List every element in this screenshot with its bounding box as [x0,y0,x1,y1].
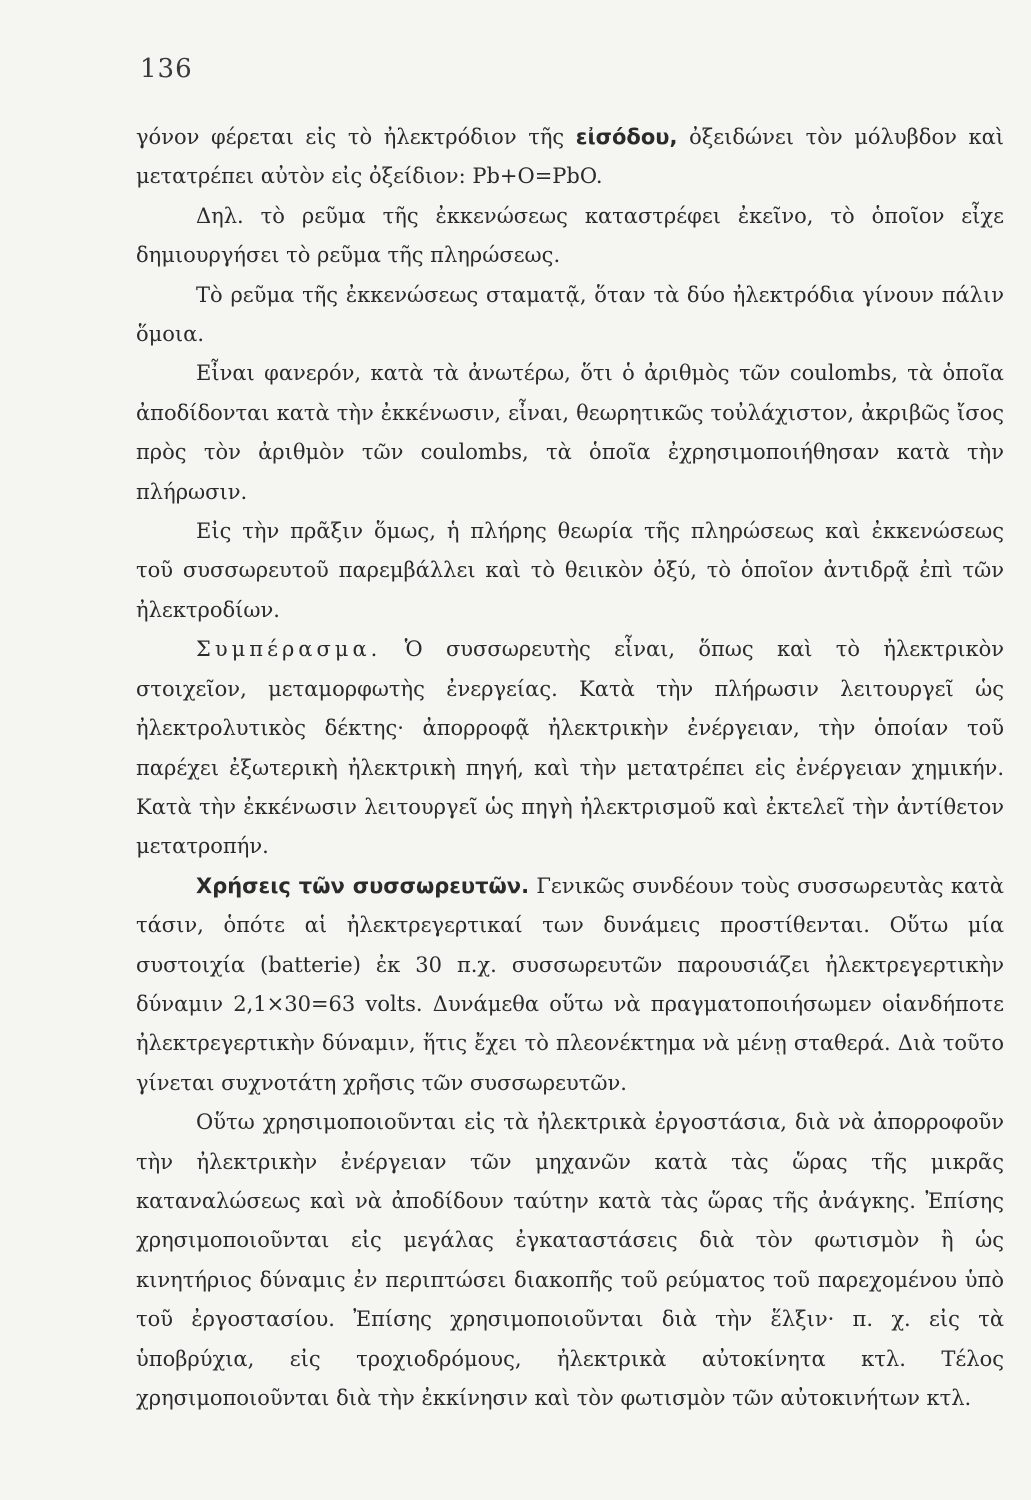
paragraph-3: Τὸ ρεῦμα τῆς ἐκκενώσεως σταματᾷ, ὅταν τὰ δύο ἠλεκτρόδια γίνουν πάλιν ὅμοια. [136,282,1004,347]
paragraph-1 [136,118,1004,197]
term-eisodou: εἰσόδου, [575,125,678,149]
conclusion-text: Ὁ συσσωρευτὴς εἶναι, ὅπως καὶ τὸ ἠλεκτρικὸν στοιχεῖον, μεταμορφωτὴς ἐνεργείας. Κατὰ τὴν πλήρωσιν λειτουργεῖ ὡς ἠλεκτρολυτικὸς δέκτης· ἀπορροφᾷ ἠλεκτρικὴν ἐνέργειαν, τὴν ὁποίαν τοῦ παρέχει ἐξωτερικὴ ἠλεκτρικὴ πηγή, καὶ τὴν μετατρέπει εἰς ἐνέργειαν χημικήν. Κατὰ τὴν ἐκκένωσιν λειτουργεῖ ὡς πηγὴ ἠλεκτρισμοῦ καὶ ἐκτελεῖ τὴν ἀντίθετον μετατροπήν. [136,637,1004,859]
conclusion-heading: Συμπέρασμα. [196,637,382,662]
paragraph-5: Εἰς τὴν πρᾶξιν ὅμως, ἡ πλήρης θεωρία τῆς πληρώσεως καὶ ἐκκενώσεως τοῦ συσσωρευτοῦ παρεμβάλλει καὶ τὸ θειικὸν ὀξύ, τὸ ὁποῖον ἀντιδρᾷ ἐπὶ τῶν ἠλεκτροδίων. [136,519,1004,622]
paragraph-applications: Οὕτω χρησιμοποιοῦνται εἰς τὰ ἠλεκτρικὰ ἐργοστάσια, διὰ νὰ ἀπορροφοῦν τὴν ἠλεκτρικὴν ἐνέργειαν τῶν μηχανῶν κατὰ τὰς ὥρας τῆς μικρᾶς καταναλώσεως καὶ νὰ ἀποδίδουν ταύτην κατὰ τὰς ὥρας τῆς ἀνάγκης. Ἐπίσης χρησιμοποιοῦνται εἰς μεγάλας ἐγκαταστάσεις διὰ τὸν φωτισμὸν ἢ ὡς κινητήριος δύναμις ἐν περιπτώσει διακοπῆς τοῦ ρεύματος τοῦ παρεχομένου ὑπὸ τοῦ ἐργοστασίου. Ἐπίσης χρησιμοποιοῦνται διὰ τὴν ἕλξιν· π. χ. εἰς τὰ ὑποβρύχια, εἰς τροχιοδρόμους, ἠλεκτρικὰ αὐτοκίνητα κτλ. Τέλος χρησιμοποιοῦνται διὰ τὴν ἐκκίνησιν καὶ τὸν φωτισμὸν τῶν αὐτοκινήτων κτλ. [136,1110,1004,1410]
paragraph-1-rest: ὀξειδώνει τὸν μόλυβδον καὶ μετατρέπει αὐτὸν εἰς ὀξείδιον: Pb+O=PbO. [136,125,1004,189]
paragraph-conclusion [136,630,1004,866]
paragraph-1-text: γόνον φέρεται εἰς τὸ ἠλεκτρόδιον τῆς [136,125,576,149]
paragraph-uses [136,867,1004,1103]
page-number: 136 [140,54,193,84]
uses-heading: Χρήσεις τῶν συσσωρευτῶν. [196,873,530,898]
body-text [136,118,1004,1418]
paragraph-2: Δηλ. τὸ ρεῦμα τῆς ἐκκενώσεως καταστρέφει ἐκεῖνο, τὸ ὁποῖον εἶχε δημιουργήσει τὸ ρεῦμα τῆς πληρώσεως. [136,203,1004,268]
paragraph-4: Εἶναι φανερόν, κατὰ τὰ ἀνωτέρω, ὅτι ὁ ἀριθμὸς τῶν coulombs, τὰ ὁποῖα ἀποδίδονται κατὰ τὴν ἐκκένωσιν, εἶναι, θεωρητικῶς τοὐλάχιστον, ἀκριβῶς ἴσος πρὸς τὸν ἀριθμὸν τῶν coulombs, τὰ ὁποῖα ἐχρησιμοποιήθησαν κατὰ τὴν πλήρωσιν. [136,361,1004,504]
uses-text: Γενικῶς συνδέουν τοὺς συσσωρευτὰς κατὰ τάσιν, ὁπότε αἱ ἠλεκτρεγερτικαί των δυνάμεις προστίθενται. Οὕτω μία συστοιχία (batterie) ἐκ 30 π.χ. συσσωρευτῶν παρουσιάζει ἠλεκτρεγερτικὴν δύναμιν 2,1×30=63 volts. Δυνάμεθα οὕτω νὰ πραγματοποιήσωμεν οἱανδήποτε ἠλεκτρεγερτικὴν δύναμιν, ἥτις ἔχει τὸ πλεονέκτημα νὰ μένῃ σταθερά. Διὰ τοῦτο γίνεται συχνοτάτη χρῆσις τῶν συσσωρευτῶν. [136,873,1004,1095]
